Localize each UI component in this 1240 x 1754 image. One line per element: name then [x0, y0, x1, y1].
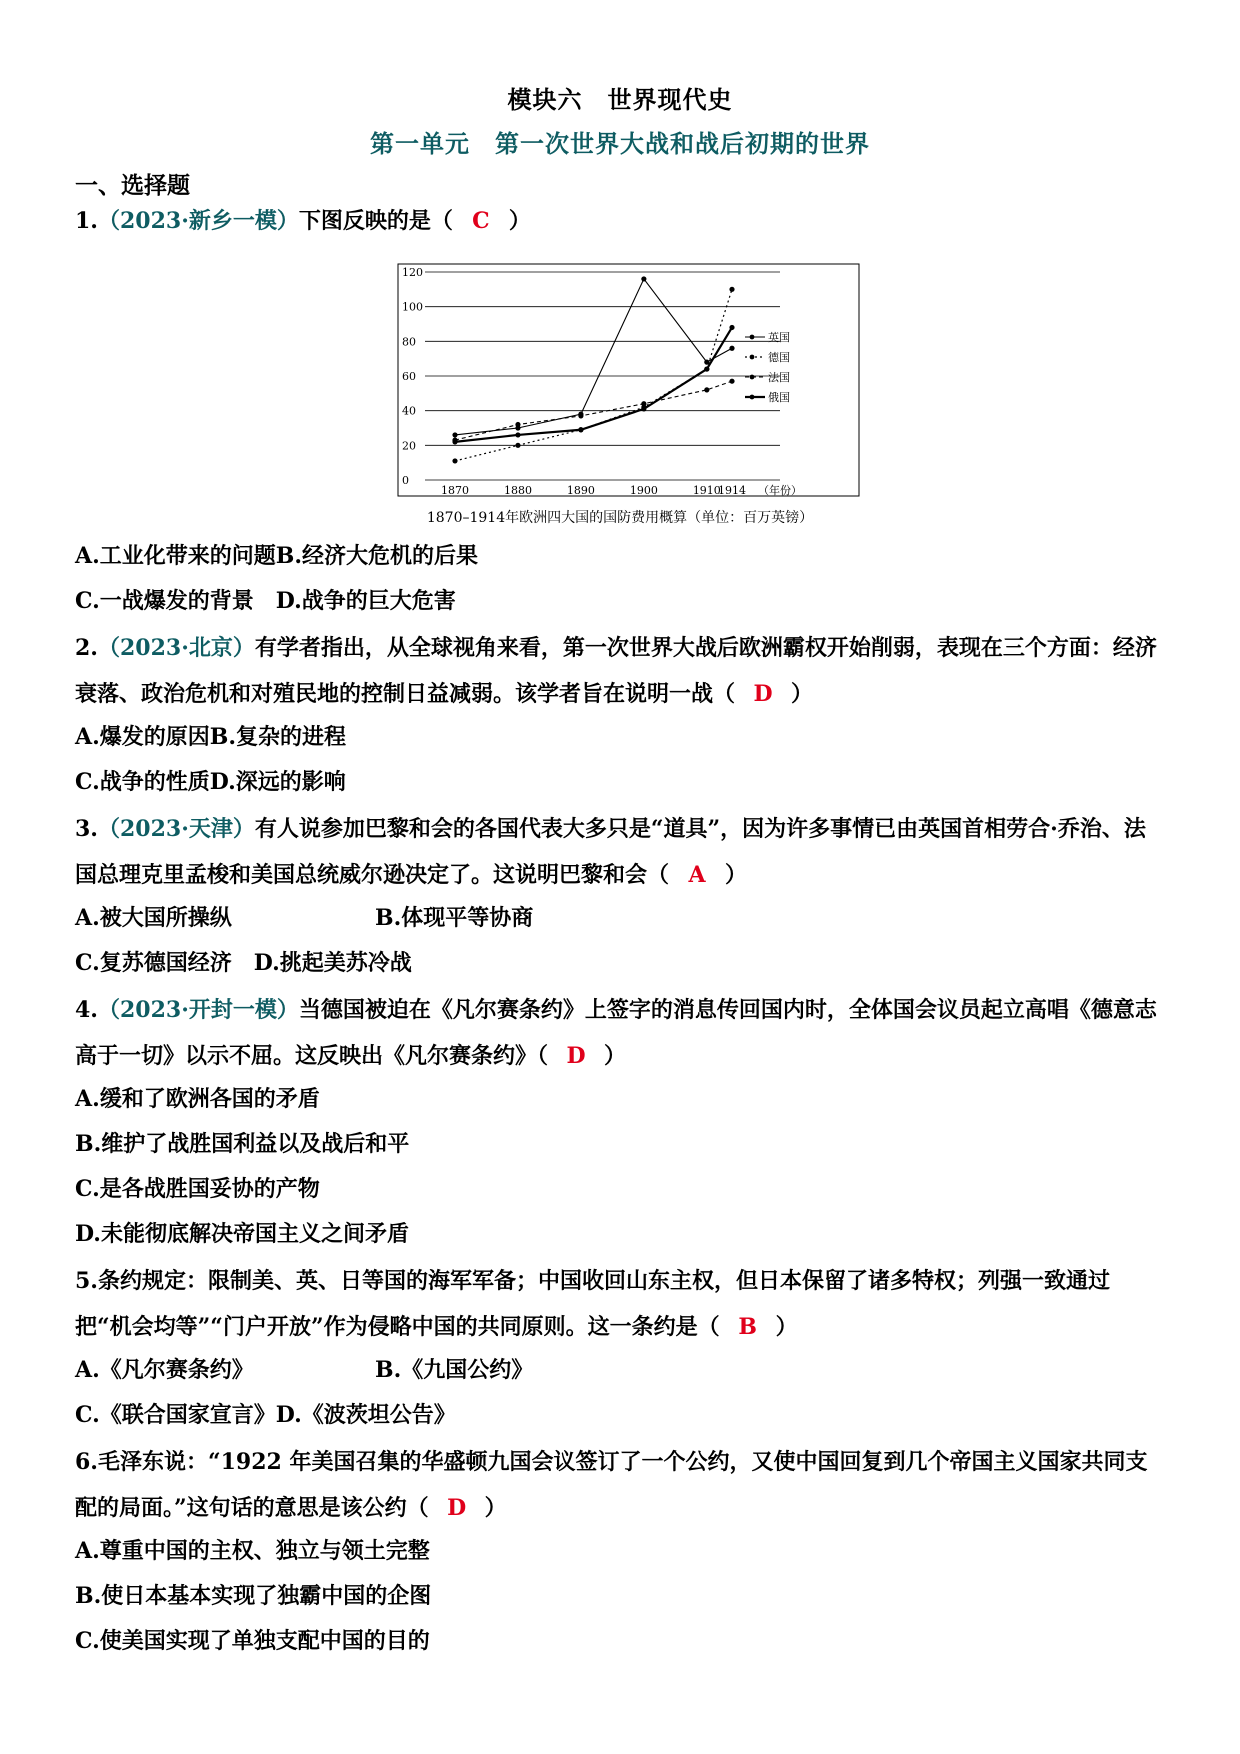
q3-option-cd: C.复苏德国经济 D.挑起美苏冷战	[75, 950, 412, 976]
question-3	[75, 806, 1165, 898]
y-tick-label: 0	[402, 474, 409, 487]
question-stem: 条约规定：限制美、英、日等国的海军军备；中国收回山东主权，但日本保留了诸多特权；列强一致通过把“机会均等”“门户开放”作为侵略中国的共同原则。这一条约是（	[75, 1268, 1110, 1340]
question-number: 5.	[75, 1268, 98, 1294]
y-tick-label: 80	[402, 335, 416, 349]
q4-option-c: C.是各战胜国妥协的产物	[75, 1176, 320, 1202]
question-source: （2023·开封一模）	[97, 997, 299, 1023]
question-close: ）	[604, 1043, 627, 1069]
data-point	[729, 325, 734, 330]
legend-label: 德国	[768, 351, 790, 364]
question-5	[75, 1258, 1165, 1350]
question-answer: D	[753, 681, 773, 707]
x-tick-label: 1870	[441, 484, 469, 497]
q6-option-a: A.尊重中国的主权、独立与领土完整	[75, 1538, 430, 1564]
question-number: 2.	[75, 635, 98, 661]
question-close: ）	[508, 208, 531, 234]
q1-option-ab: A.工业化带来的问题B.经济大危机的后果	[75, 543, 478, 569]
data-point	[452, 458, 457, 463]
data-point	[452, 432, 457, 437]
question-answer: C	[472, 208, 490, 234]
q5-option-a: A.《凡尔赛条约》	[75, 1357, 254, 1383]
question-stem: 下图反映的是（	[298, 208, 453, 234]
question-stem: 当德国被迫在《凡尔赛条约》上签字的消息传回国内时，全体国会议员起立高唱《德意志高于一切》以示不屈。这反映出《凡尔赛条约》（	[75, 997, 1157, 1069]
q6-option-c: C.使美国实现了单独支配中国的目的	[75, 1628, 430, 1654]
q4-option-b: B.维护了战胜国利益以及战后和平	[75, 1131, 410, 1157]
question-number: 1.	[75, 208, 98, 234]
chart-svg	[380, 258, 860, 533]
x-tick-label: 1914	[718, 484, 746, 497]
data-point	[641, 406, 646, 411]
q5-option-b: B.《九国公约》	[375, 1357, 534, 1383]
q6-option-b: B.使日本基本实现了独霸中国的企图	[75, 1583, 432, 1609]
data-point	[452, 439, 457, 444]
question-number: 3.	[75, 816, 98, 842]
y-tick-label: 40	[402, 404, 416, 418]
question-close: ）	[484, 1495, 507, 1521]
series-line-4	[455, 327, 732, 441]
data-point	[641, 276, 646, 281]
x-axis-unit: （年份）	[758, 484, 802, 497]
q4-option-a: A.缓和了欧洲各国的矛盾	[75, 1086, 320, 1112]
data-point	[729, 346, 734, 351]
question-close: ）	[725, 862, 748, 888]
q2-option-cd: C.战争的性质D.深远的影响	[75, 769, 346, 795]
series-line-2	[455, 289, 732, 461]
q2-option-ab: A.爆发的原因B.复杂的进程	[75, 724, 346, 750]
defense-spending-chart	[380, 258, 860, 533]
question-source: （2023·天津）	[97, 816, 255, 842]
data-point	[578, 427, 583, 432]
module-title: 模块六 世界现代史	[507, 85, 733, 114]
question-source: （2023·新乡一模）	[97, 208, 299, 234]
question-source: （2023·北京）	[97, 635, 255, 661]
question-answer: B	[738, 1314, 757, 1340]
section-title: 一、选择题	[75, 172, 190, 199]
question-answer: A	[688, 862, 706, 888]
question-stem: 有学者指出，从全球视角来看，第一次世界大战后欧洲霸权开始削弱，表现在三个方面：经济衰落、政治危机和对殖民地的控制日益减弱。该学者旨在说明一战（	[75, 635, 1157, 707]
x-tick-label: 1900	[629, 484, 658, 497]
q3-option-a: A.被大国所操纵	[75, 905, 232, 931]
legend-marker	[750, 355, 755, 360]
question-number: 4.	[75, 997, 98, 1023]
question-answer: D	[566, 1043, 586, 1069]
x-tick-label: 1910	[692, 484, 721, 497]
q1-option-cd: C.一战爆发的背景 D.战争的巨大危害	[75, 588, 456, 614]
legend-label: 俄国	[768, 391, 790, 404]
data-point	[578, 413, 583, 418]
data-point	[515, 422, 520, 427]
chart-caption: 1870–1914年欧洲四大国的国防费用概算（单位：百万英镑）	[426, 510, 814, 526]
data-point	[704, 387, 709, 392]
q5-option-cd: C.《联合国家宣言》D.《波茨坦公告》	[75, 1402, 456, 1428]
legend-label: 英国	[768, 331, 790, 344]
legend-marker	[750, 395, 755, 400]
legend-marker	[750, 375, 755, 380]
question-stem: 有人说参加巴黎和会的各国代表大多只是“道具”，因为许多事情已由英国首相劳合·乔治、法国总理克里孟梭和美国总统威尔逊决定了。这说明巴黎和会（	[75, 816, 1146, 888]
x-tick-label: 1880	[503, 484, 532, 497]
data-point	[515, 432, 520, 437]
unit-title: 第一单元 第一次世界大战和战后初期的世界	[370, 129, 870, 158]
y-tick-label: 120	[402, 266, 423, 279]
question-close: ）	[791, 681, 814, 707]
y-tick-label: 60	[402, 370, 416, 383]
q3-option-b: B.体现平等协商	[375, 905, 534, 931]
question-6	[75, 1439, 1165, 1531]
question-close: ）	[775, 1314, 798, 1340]
question-4	[75, 987, 1165, 1079]
question-number: 6.	[75, 1449, 98, 1475]
x-tick-label: 1890	[566, 484, 595, 497]
data-point	[704, 366, 709, 371]
legend-label: 法国	[768, 371, 790, 384]
question-answer: D	[447, 1495, 467, 1521]
question-1	[75, 198, 1165, 244]
data-point	[515, 443, 520, 448]
data-point	[641, 401, 646, 406]
y-tick-label: 100	[402, 300, 423, 314]
series-line-1	[455, 279, 732, 435]
data-point	[729, 287, 734, 292]
q4-option-d: D.未能彻底解决帝国主义之间矛盾	[75, 1221, 409, 1247]
data-point	[729, 379, 734, 384]
question-stem: 毛泽东说：“1922 年美国召集的华盛顿九国会议签订了一个公约，又使中国回复到几个帝国主义国家共同支配的局面。”这句话的意思是该公约（	[75, 1449, 1148, 1521]
legend-marker	[750, 335, 755, 340]
y-tick-label: 20	[402, 439, 416, 453]
question-2	[75, 625, 1165, 717]
